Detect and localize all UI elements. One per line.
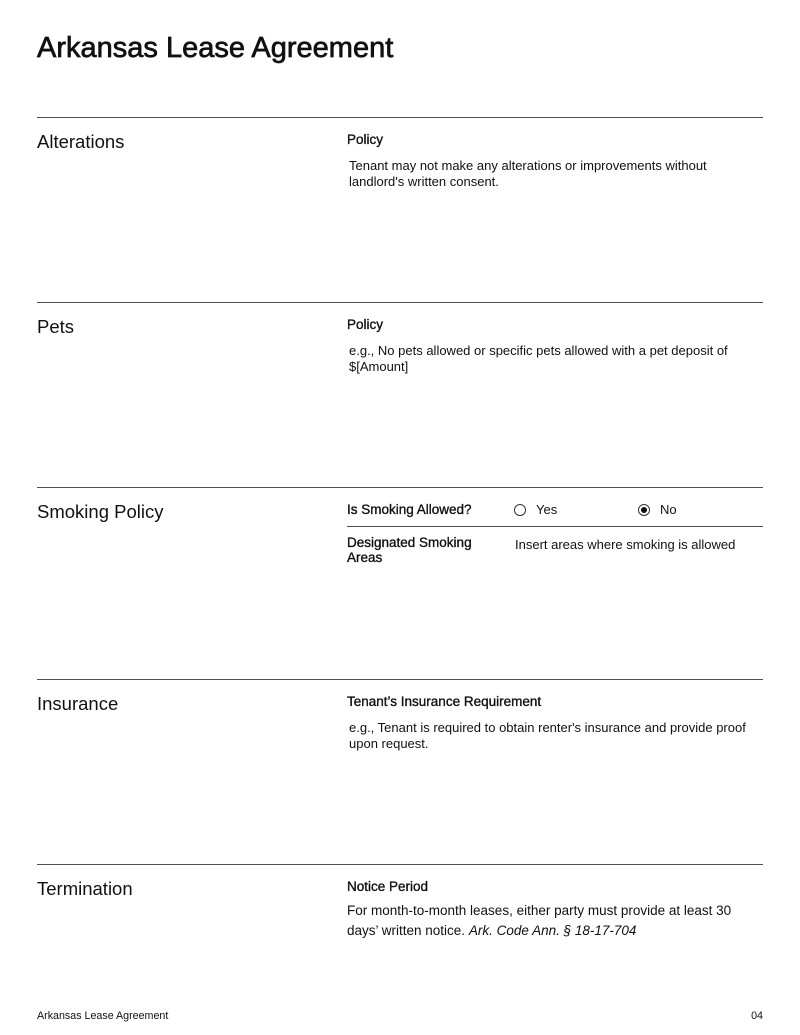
section-heading-pets: Pets xyxy=(37,316,75,337)
notice-period-label: Notice Period xyxy=(347,879,429,894)
notice-period-body: For month-to-month leases, either party must provide at least 30 days’ written notice. xyxy=(347,903,732,938)
radio-circle-icon[interactable] xyxy=(638,504,650,516)
section-heading-alterations: Alterations xyxy=(37,131,125,152)
smoking-policy-field xyxy=(347,502,763,565)
notice-period-field xyxy=(347,879,763,941)
section-termination xyxy=(37,864,763,1025)
insurance-requirement-field xyxy=(347,694,763,752)
pets-policy-field xyxy=(347,317,763,375)
alterations-policy-label: Policy xyxy=(347,132,384,147)
smoking-allowed-label: Is Smoking Allowed? xyxy=(347,502,472,517)
smoking-no-label[interactable]: No xyxy=(660,502,677,517)
designated-areas-label: Designated Smoking Areas xyxy=(347,535,472,565)
smoking-no-radio[interactable] xyxy=(638,502,762,518)
footer-page-number: 04 xyxy=(751,1010,763,1022)
radio-circle-icon[interactable] xyxy=(514,504,526,516)
section-insurance xyxy=(37,679,763,840)
statute-citation: Ark. Code Ann. § 18-17-704 xyxy=(468,923,637,938)
alterations-policy-field xyxy=(347,132,763,190)
pets-policy-label: Policy xyxy=(347,317,384,332)
smoking-allowed-radio-group xyxy=(514,502,762,518)
insurance-requirement-label: Tenant’s Insurance Requirement xyxy=(347,694,542,709)
page-footer xyxy=(37,1009,763,1023)
pets-policy-text: e.g., No pets allowed or specific pets allowed with a pet deposit of $[Amount] xyxy=(349,343,728,374)
section-smoking-policy xyxy=(37,487,763,648)
page-title: Arkansas Lease Agreement xyxy=(37,32,394,64)
smoking-yes-label[interactable]: Yes xyxy=(536,502,558,517)
designated-areas-row xyxy=(347,527,763,565)
smoking-allowed-row xyxy=(347,502,763,527)
insurance-requirement-text: e.g., Tenant is required to obtain renter's insurance and provide proof upon request. xyxy=(349,720,746,751)
designated-areas-text: Insert areas where smoking is allowed xyxy=(515,537,736,552)
section-heading-smoking-policy: Smoking Policy xyxy=(37,501,164,522)
alterations-policy-text: Tenant may not make any alterations or improvements without landlord's written consent. xyxy=(349,158,707,189)
notice-period-text xyxy=(347,901,757,941)
footer-document-name: Arkansas Lease Agreement xyxy=(37,1010,169,1022)
smoking-yes-radio[interactable] xyxy=(514,502,638,518)
section-heading-termination: Termination xyxy=(37,878,133,899)
section-heading-insurance: Insurance xyxy=(37,693,119,714)
section-pets xyxy=(37,302,763,463)
section-alterations xyxy=(37,117,763,278)
